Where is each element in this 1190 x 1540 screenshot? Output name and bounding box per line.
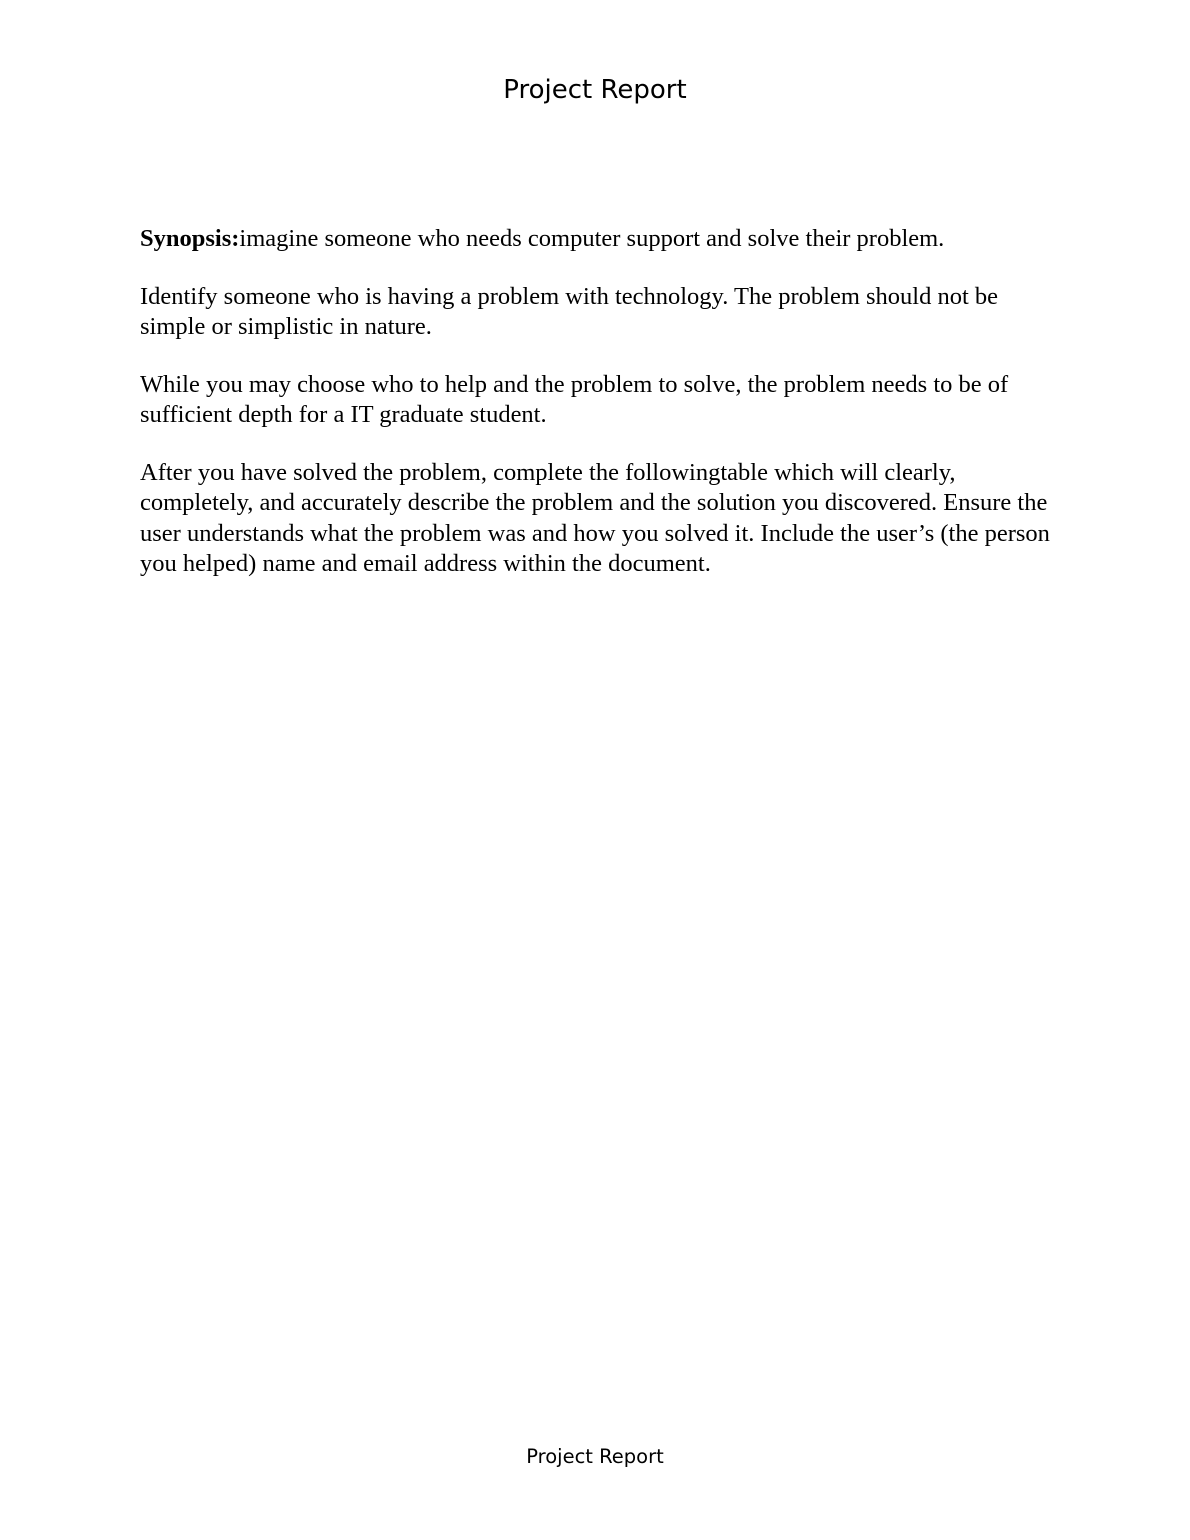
synopsis-text: imagine someone who needs computer support and solve their problem. [239,225,945,252]
page-header-title: Project Report [503,75,687,105]
synopsis-label: Synopsis: [140,225,240,252]
paragraph-choose: While you may choose who to help and the problem to solve, the problem needs to be of sufficient depth for a IT graduate student. [140,370,1009,428]
paragraph-identify: Identify someone who is having a problem with technology. The problem should not be simple or simplistic in nature. [140,282,999,340]
page-footer: Project Report [526,1445,664,1468]
paragraph-after-solved: After you have solved the problem, complete the followingtable which will clearly, completely, and accurately describe the problem and the solution you discovered. Ensure the user understands what the problem was and how you solved it. Include the user’s (the person you helped) name and email address within the document. [140,458,1050,577]
synopsis-paragraph [140,224,1052,255]
document-body [140,224,1052,607]
